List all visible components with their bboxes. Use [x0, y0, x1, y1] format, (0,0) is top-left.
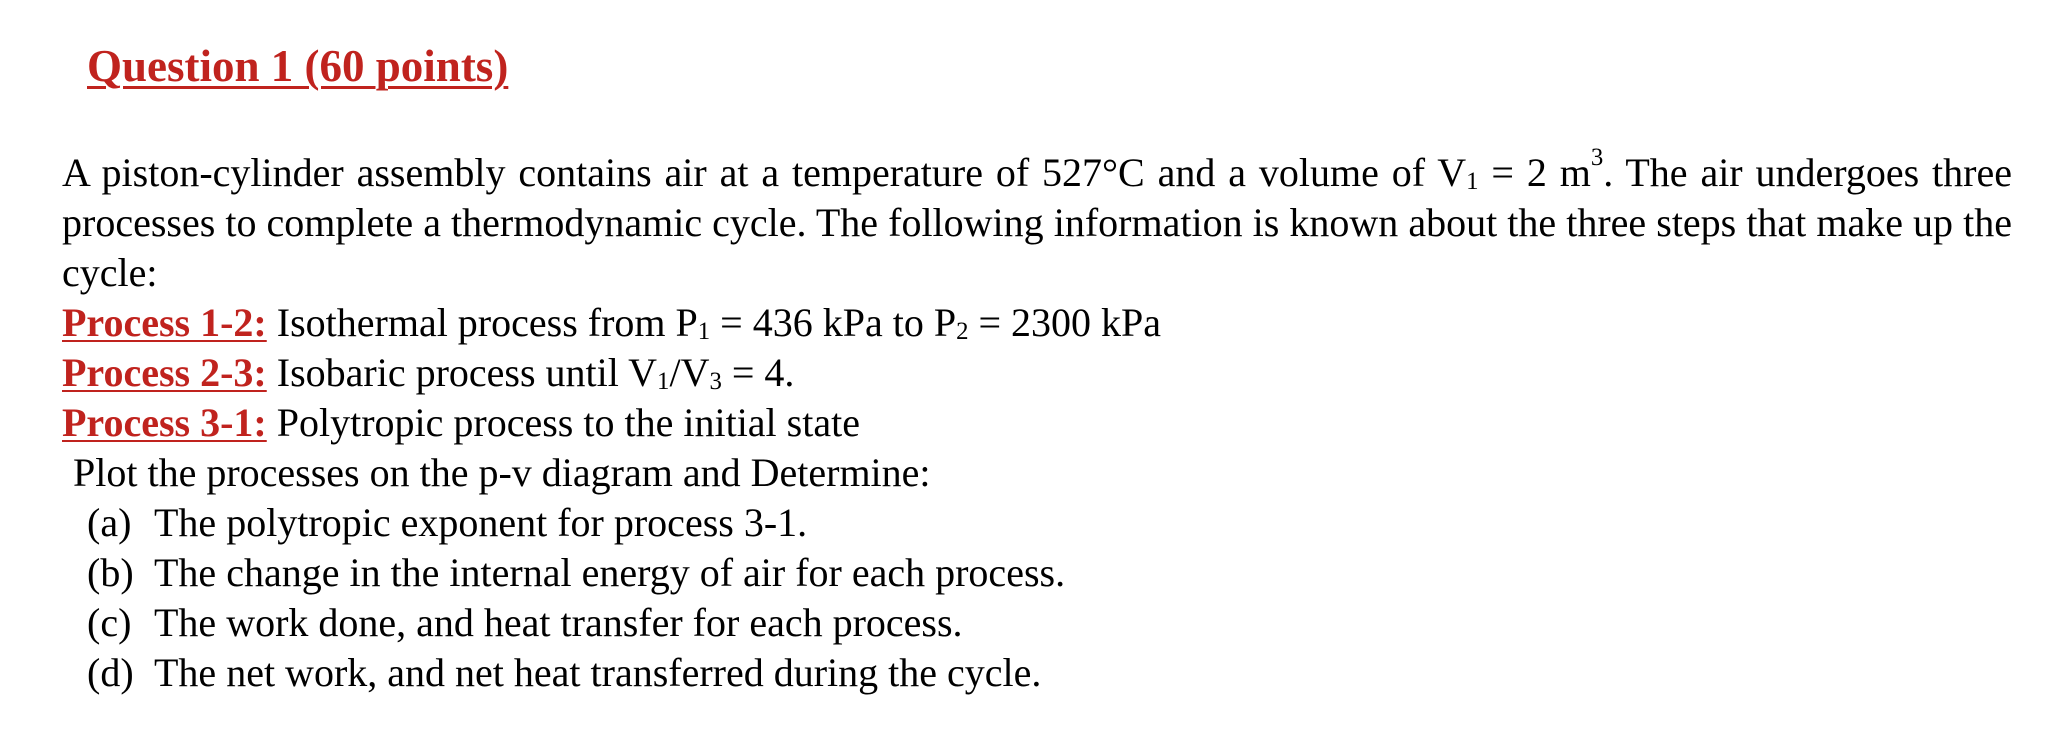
question-item-b: [62, 548, 2012, 598]
question-letter-b: (b): [87, 550, 134, 595]
process-2-3-sub-1: 1: [657, 367, 670, 395]
process-1-2-line: [62, 298, 2012, 348]
question-title: Question 1 (60 points): [87, 41, 509, 91]
question-letter-a: (a): [87, 500, 132, 545]
question-text-c: The work done, and heat transfer for each process.: [154, 600, 963, 645]
question-body: [62, 143, 2012, 698]
process-1-2-sub-2: 2: [956, 317, 969, 345]
statement-text-2: = 2 m: [1478, 150, 1591, 195]
process-1-2-text-3: = 2300 kPa: [968, 300, 1162, 345]
process-2-3-line: [62, 348, 2012, 398]
statement-subscript-1: 1: [1466, 167, 1479, 195]
question-item-d: [62, 648, 2012, 698]
process-2-3-sub-2: 3: [709, 367, 722, 395]
process-1-2-text-2: = 436 kPa to P: [710, 300, 957, 345]
process-1-2-sub-1: 1: [697, 317, 711, 345]
process-1-2-text-1: Isothermal process from P: [266, 300, 698, 345]
question-letter-d: (d): [87, 650, 134, 695]
statement-superscript-3: 3: [1590, 143, 1604, 171]
question-letter-c: (c): [87, 600, 132, 645]
process-3-1-line: [62, 398, 2012, 448]
process-2-3-label: Process 2-3:: [62, 350, 267, 395]
process-2-3-text-1: Isobaric process until V: [266, 350, 658, 395]
process-3-1-text: Polytropic process to the initial state: [266, 400, 860, 445]
process-2-3-text-3: = 4.: [721, 350, 795, 395]
question-item-c: [62, 598, 2012, 648]
question-text-a: The polytropic exponent for process 3-1.: [154, 500, 808, 545]
question-text-d: The net work, and net heat transferred during the cycle.: [154, 650, 1042, 695]
question-item-a: [62, 498, 2012, 548]
instruction-text: Plot the processes on the p-v diagram and Determine:: [73, 450, 931, 495]
problem-statement: [62, 143, 2012, 298]
statement-text-3: . The air undergoes three processes to complete a thermodynamic cycle. The following information is known about the three steps that make up the cycle:: [62, 150, 2012, 295]
question-text-b: The change in the internal energy of air for each process.: [154, 550, 1066, 595]
statement-text-1: A piston-cylinder assembly contains air at a temperature of 527°C and a volume of V: [62, 150, 1467, 195]
process-1-2-label: Process 1-2:: [62, 300, 267, 345]
process-2-3-text-2: /V: [669, 350, 710, 395]
process-3-1-label: Process 3-1:: [62, 400, 267, 445]
